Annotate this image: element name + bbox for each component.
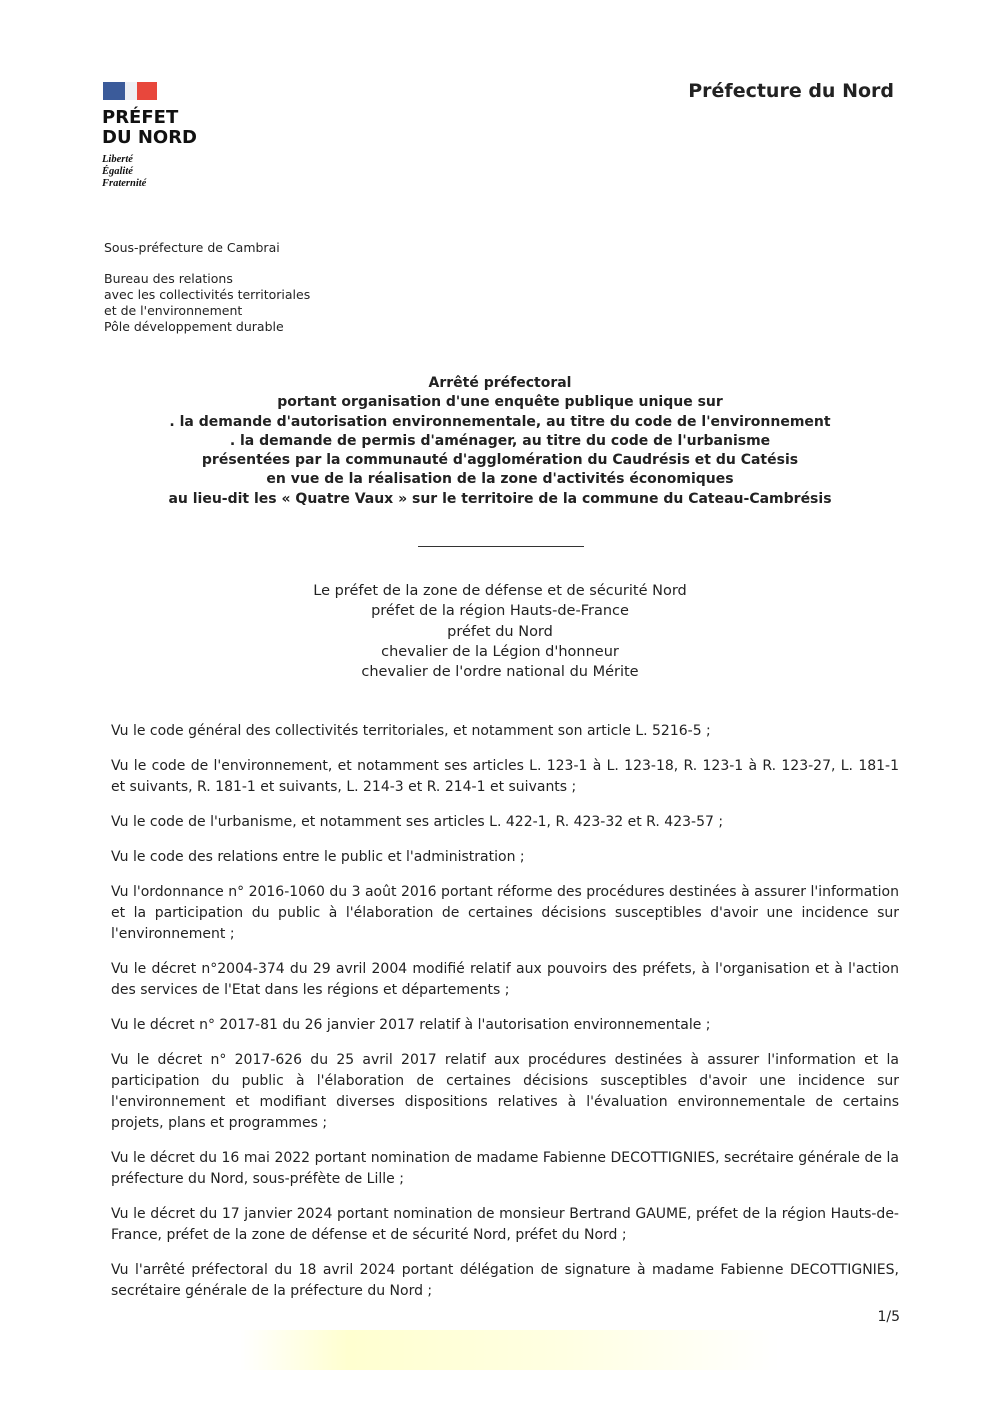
bureau-line: Pôle développement durable <box>104 319 284 334</box>
bureau-line: et de l'environnement <box>104 303 243 318</box>
page-number: 1/5 <box>877 1309 900 1325</box>
marianne-flag-icon <box>103 82 157 100</box>
bureau-line: Bureau des relations <box>104 271 233 286</box>
title-line: . la demande d'autorisation environnementale, au titre du code de l'environnement <box>169 413 831 430</box>
title-line: portant organisation d'une enquête publique unique sur <box>277 394 723 411</box>
logo-line2: DU NORD <box>102 127 197 148</box>
bureau-block <box>104 271 310 335</box>
bureau-line: avec les collectivités territoriales <box>104 287 311 302</box>
title-line: au lieu-dit les « Quatre Vaux » sur le territoire de la commune du Cateau-Cambrésis <box>168 490 832 507</box>
visa-paragraph: Vu le décret du 17 janvier 2024 portant nomination de monsieur Bertrand GAUME, préfet de la région Hauts-de-France, préfet de la zone de défense et de sécurité Nord, préfet du Nord ; <box>111 1206 899 1243</box>
scan-highlight-mark <box>240 1330 780 1370</box>
authority-line: préfet du Nord <box>447 623 553 640</box>
authority-block <box>100 581 900 682</box>
republic-motto <box>102 154 197 190</box>
subprefecture-name: Sous-préfecture de Cambrai <box>104 240 280 255</box>
authority-line: chevalier de l'ordre national du Mérite <box>361 664 639 681</box>
visa-paragraph: Vu le décret n° 2017-81 du 26 janvier 2017 relatif à l'autorisation environnementale ; <box>111 1017 711 1033</box>
issuing-service <box>104 240 310 335</box>
title-line: . la demande de permis d'aménager, au titre du code de l'urbanisme <box>229 432 771 449</box>
logo-line1: PRÉFET <box>102 107 179 128</box>
authority-line: chevalier de la Légion d'honneur <box>381 643 619 660</box>
title-line: présentées par la communauté d'agglomération du Caudrésis et du Catésis <box>201 452 799 469</box>
visa-paragraph: Vu le code des relations entre le public et l'administration ; <box>111 849 525 865</box>
decree-title <box>100 374 900 509</box>
visas-list <box>111 721 899 1316</box>
authority-line: Le préfet de la zone de défense et de sécurité Nord <box>313 583 687 599</box>
prefet-logo <box>102 82 197 190</box>
visa-paragraph: Vu le code de l'urbanisme, et notamment ses articles L. 422-1, R. 423-32 et R. 423-57 ; <box>111 814 724 830</box>
visa-paragraph: Vu le décret n°2004-374 du 29 avril 2004 modifié relatif aux pouvoirs des préfets, à l'organisation et à l'action des services de l'Etat dans les régions et départements ; <box>111 961 899 998</box>
visa-paragraph: Vu le décret du 16 mai 2022 portant nomination de madame Fabienne DECOTTIGNIES, secrétaire générale de la préfecture du Nord, sous-préfète de Lille ; <box>111 1150 899 1187</box>
visa-paragraph: Vu l'arrêté préfectoral du 18 avril 2024 portant délégation de signature à madame Fabienne DECOTTIGNIES, secrétaire générale de la préfecture du Nord ; <box>111 1262 899 1299</box>
motto-egalite: Égalité <box>102 166 133 177</box>
prefecture-header: Préfecture du Nord <box>688 80 894 102</box>
visa-paragraph: Vu le code général des collectivités territoriales, et notamment son article L. 5216-5 ; <box>111 723 711 739</box>
motto-fraternite: Fraternité <box>102 178 147 189</box>
title-line: Arrêté préfectoral <box>428 375 572 391</box>
logo-name <box>102 108 197 148</box>
motto-liberte: Liberté <box>102 154 133 165</box>
visa-paragraph: Vu l'ordonnance n° 2016-1060 du 3 août 2016 portant réforme des procédures destinées à assurer l'information et la participation du public à l'élaboration de certaines décisions susceptibles d'avoir une incidence sur l'environnement ; <box>111 884 899 942</box>
visa-paragraph: Vu le décret n° 2017-626 du 25 avril 2017 relatif aux procédures destinées à assurer l'information et la participation du public à l'élaboration de certaines décisions susceptibles d'avoir une incidence sur l'environnement et modifiant diverses dispositions relatives à l'évaluation environnementale de certains projets, plans et programmes ; <box>111 1052 899 1131</box>
visa-paragraph: Vu le code de l'environnement, et notamment ses articles L. 123-1 à L. 123-18, R. 123-1 à R. 123-27, L. 181-1 et suivants, R. 181-1 et suivants, L. 214-3 et R. 214-1 et suivants ; <box>111 758 899 795</box>
title-divider <box>418 546 584 547</box>
title-line: en vue de la réalisation de la zone d'activités économiques <box>266 471 734 488</box>
authority-line: préfet de la région Hauts-de-France <box>371 603 629 620</box>
